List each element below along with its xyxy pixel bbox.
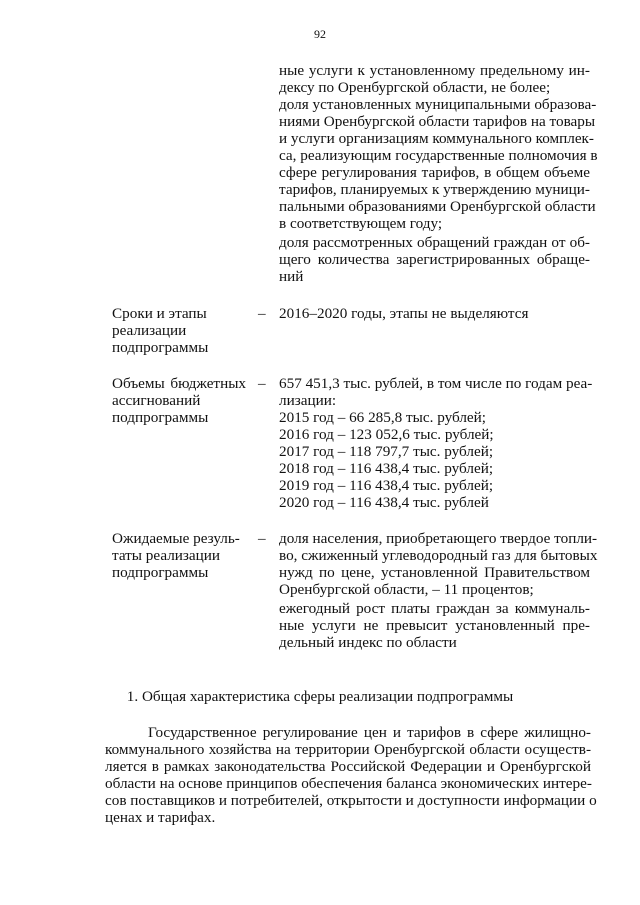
paragraph-line: сов поставщиков и потребителей, открытости и доступности информации о	[105, 792, 597, 809]
paragraph-line: Государственное регулирование цен и тарифов в сфере жилищно-	[148, 724, 591, 741]
row-label-line: реализации	[112, 322, 187, 339]
row-value-line: ные услуги не превысит установленный пре-	[279, 617, 590, 634]
row-value-line: лизации:	[279, 392, 337, 409]
continuation-line: в соответствующем году;	[279, 215, 443, 232]
row-label-line: подпрограммы	[112, 564, 209, 581]
row-dash: –	[258, 305, 266, 322]
row-dash: –	[258, 375, 266, 392]
row-value-line: ежегодный рост платы граждан за коммуналь-	[279, 600, 590, 617]
row-value-line: 2017 год – 118 797,7 тыс. рублей;	[279, 443, 494, 460]
paragraph-line: ценах и тарифах.	[105, 809, 216, 826]
row-dash: –	[258, 530, 266, 547]
section-heading: 1. Общая характеристика сферы реализации подпрограммы	[126, 688, 514, 705]
row-label-line: подпрограммы	[112, 409, 209, 426]
continuation-line: щего количества зарегистрированных обраще-	[279, 251, 590, 268]
row-label-line: ассигнований	[112, 392, 201, 409]
row-value-line: 657 451,3 тыс. рублей, в том числе по годам реа-	[279, 375, 593, 392]
continuation-line: дексу по Оренбургской области, не более;	[279, 79, 551, 96]
row-value-line: 2015 год – 66 285,8 тыс. рублей;	[279, 409, 487, 426]
continuation-line: ные услуги к установленному предельному ин-	[279, 62, 590, 79]
row-label-line: Ожидаемые резуль-	[112, 530, 240, 547]
continuation-line: са, реализующим государственные полномочия в	[279, 147, 598, 164]
row-value-line: во, сжиженный углеводородный газ для бытовых	[279, 547, 598, 564]
continuation-line: ниями Оренбургской области тарифов на товары	[279, 113, 596, 130]
row-value-line: 2016 год – 123 052,6 тыс. рублей;	[279, 426, 494, 443]
row-value-line: доля населения, приобретающего твердое топли-	[279, 530, 598, 547]
continuation-line: пальными образованиями Оренбургской области	[279, 198, 596, 215]
continuation-line: доля установленных муниципальными образова-	[279, 96, 597, 113]
row-value-line: Оренбургской области, – 11 процентов;	[279, 581, 534, 598]
row-label-line: Сроки и этапы	[112, 305, 207, 322]
paragraph-line: ляется в рамках законодательства Российской Федерации и Оренбургской	[105, 758, 591, 775]
continuation-line: ний	[279, 268, 304, 285]
continuation-line: тарифов, планируемых к утверждению муници-	[279, 181, 590, 198]
continuation-line: доля рассмотренных обращений граждан от об-	[279, 234, 590, 251]
paragraph-line: коммунального хозяйства на территории Оренбургской области осуществ-	[105, 741, 591, 758]
row-value-line: 2016–2020 годы, этапы не выделяются	[279, 305, 529, 322]
row-value-line: 2019 год – 116 438,4 тыс. рублей;	[279, 477, 494, 494]
row-value-line: 2020 год – 116 438,4 тыс. рублей	[279, 494, 489, 511]
row-value-line: 2018 год – 116 438,4 тыс. рублей;	[279, 460, 494, 477]
row-label-line: таты реализации	[112, 547, 221, 564]
row-value-line: нужд по цене, установленной Правительством	[279, 564, 590, 581]
continuation-line: и услуги организациям коммунального комплек-	[279, 130, 594, 147]
paragraph-line: области на основе принципов обеспечения баланса экономических интере-	[105, 775, 592, 792]
row-label-line: Объемы бюджетных	[112, 375, 246, 392]
continuation-line: сфере регулирования тарифов, в общем объеме	[279, 164, 590, 181]
row-value-line: дельный индекс по области	[279, 634, 457, 651]
page-number: 92	[314, 27, 326, 41]
row-label-line: подпрограммы	[112, 339, 209, 356]
